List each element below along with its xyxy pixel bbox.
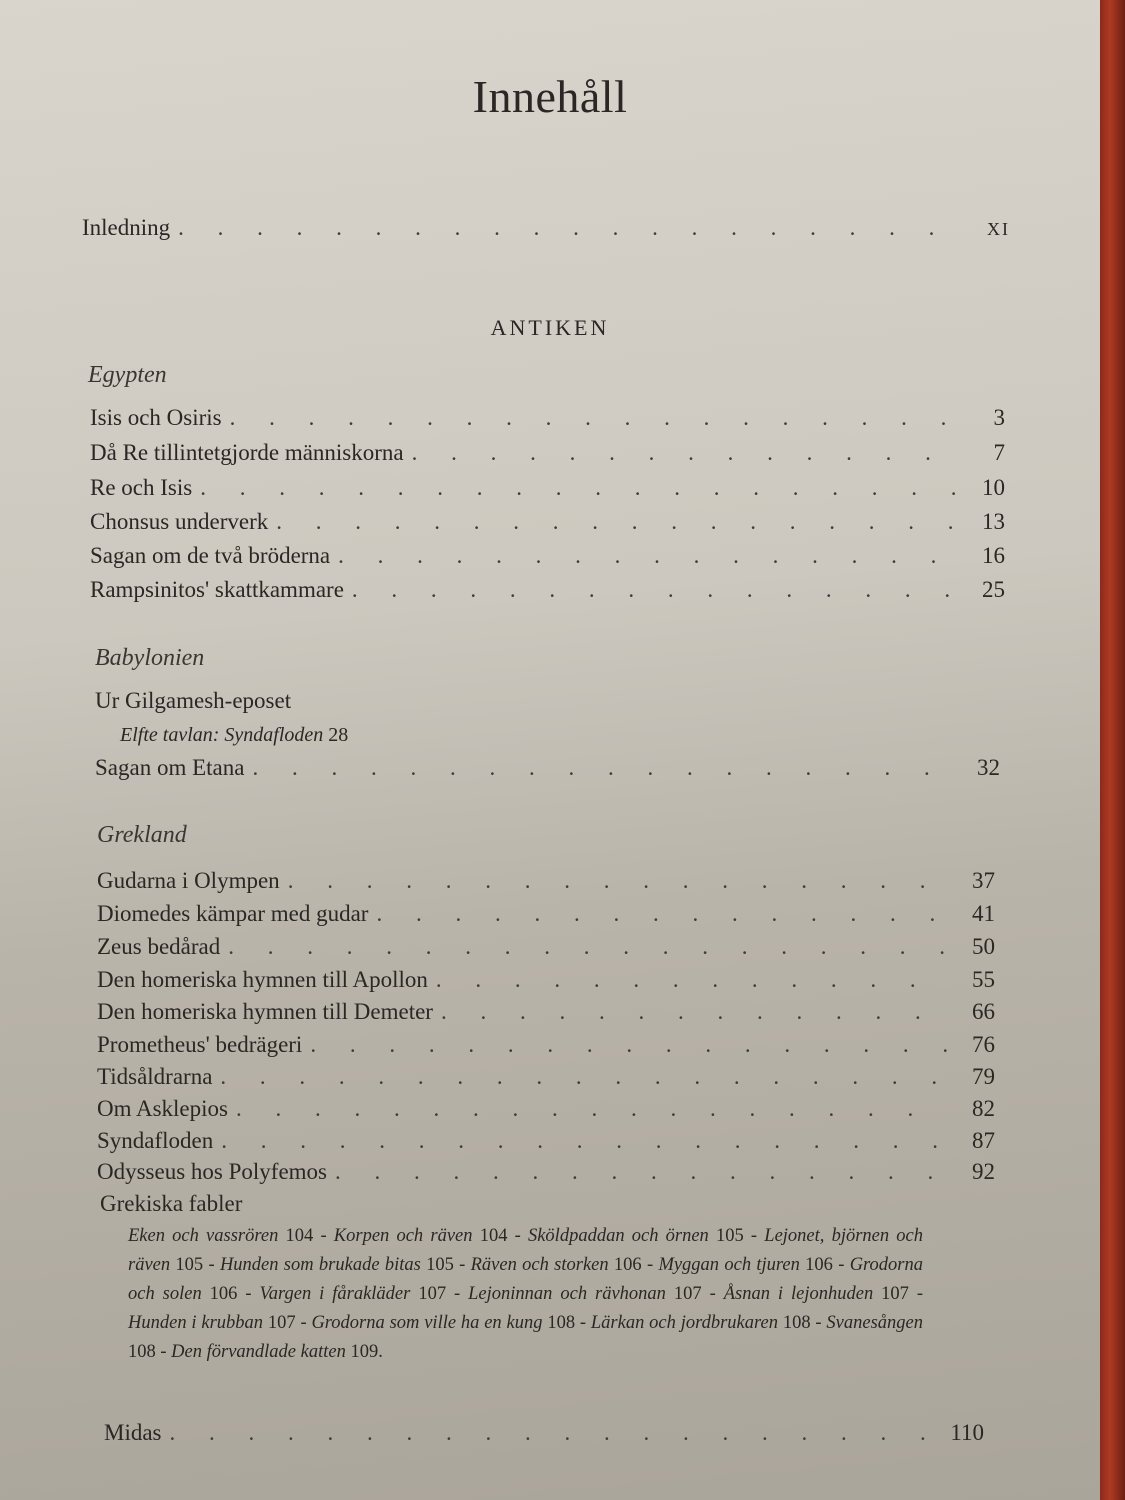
fable-title: Hunden som brukade bitas [219, 1255, 421, 1275]
toc-entry-page: 110 [950, 1420, 984, 1445]
toc-entry [97, 1096, 995, 1122]
toc-entry-label: Den homeriska hymnen till Demeter [97, 999, 433, 1024]
fable-item: Åsnan i lejonhuden 107 - [723, 1284, 924, 1304]
fable-page: 107 [418, 1284, 447, 1304]
fables-list [128, 1222, 923, 1367]
toc-entry-label: Midas [104, 1420, 162, 1445]
page-title: Innehåll [472, 71, 628, 122]
fable-item: Hunden som brukade bitas 105 - [219, 1255, 471, 1275]
toc-entry [90, 405, 1005, 431]
dot-leader [436, 967, 947, 993]
toc-subentry-title: Elfte tavlan: Syndafloden [120, 724, 324, 746]
dot-leader [441, 999, 947, 1025]
toc-entry-label: Om Asklepios [97, 1096, 228, 1121]
fable-title: Den förvandlade katten [171, 1342, 346, 1362]
toc-entry-page: 41 [972, 901, 995, 926]
toc-entry-gilgamesh [95, 688, 291, 714]
toc-entry [90, 577, 1005, 603]
toc-entry-label: Tidsåldrarna [97, 1064, 213, 1089]
fable-page: 105 [426, 1255, 454, 1275]
fable-title: Myggan och tjuren [658, 1255, 800, 1275]
fable-page: 104 [285, 1226, 314, 1246]
fable-item: Lejoninnan och rävhonan 107 - [468, 1284, 724, 1304]
dot-leader [376, 901, 947, 927]
toc-entry-label: Chonsus underverk [90, 509, 269, 534]
dot-leader [228, 934, 947, 960]
fable-item: Räven och storken 106 - [470, 1255, 659, 1275]
fable-title: Korpen och räven [333, 1226, 473, 1246]
toc-entry-label: Zeus bedårad [97, 934, 221, 959]
toc-entry-label: Grekiska fabler [100, 1191, 243, 1216]
fable-title: Räven och storken [470, 1255, 609, 1275]
toc-entry-label: Sagan om de två bröderna [90, 543, 331, 568]
toc-entry-label: Diomedes kämpar med gudar [97, 901, 369, 926]
dot-leader [288, 868, 947, 894]
toc-entry [104, 1420, 984, 1446]
fable-title: Åsnan i lejonhuden [723, 1284, 874, 1304]
toc-entry [97, 1064, 995, 1090]
toc-entry-label: Syndafloden [97, 1128, 214, 1153]
toc-entry-page: 37 [972, 868, 995, 893]
toc-entry-label: Re och Isis [90, 475, 193, 500]
dot-leader [170, 1420, 937, 1446]
dot-leader [220, 1064, 947, 1090]
fable-item: Sköldpaddan och örnen 105 - [527, 1226, 765, 1246]
fable-page: 108 [782, 1313, 811, 1333]
toc-entry-page: 10 [982, 475, 1005, 500]
toc-entry-label: Ur Gilgamesh-eposet [95, 688, 292, 713]
fable-page: 108 [128, 1342, 156, 1362]
toc-entry [90, 440, 1005, 466]
fable-title: Vargen i fårakläder [259, 1284, 411, 1304]
dot-leader [338, 543, 957, 569]
fable-title: Grodorna som ville ha en kung [311, 1313, 543, 1333]
toc-entry [97, 1128, 995, 1154]
toc-entry-page: 32 [977, 755, 1000, 780]
fable-page: 106 [613, 1255, 642, 1275]
toc-entry [90, 475, 1005, 501]
dot-leader [352, 577, 957, 603]
fable-page: 106 [805, 1255, 833, 1275]
toc-entry-page: 79 [972, 1064, 995, 1089]
fable-page: 104 [479, 1226, 508, 1246]
fable-item: Grodorna och solen 106 - [128, 1255, 924, 1304]
fable-item: Svanesången 108 - [128, 1313, 923, 1362]
group-heading-babylonien: Babylonien [95, 645, 205, 671]
toc-entry-label: Sagan om Etana [95, 755, 245, 780]
toc-entry [97, 999, 995, 1025]
fable-page: 107 [267, 1313, 296, 1333]
toc-entry [97, 1032, 995, 1058]
toc-entry-page: 76 [972, 1032, 995, 1057]
dot-leader [335, 1159, 947, 1185]
fable-title: Lejoninnan och rävhonan [468, 1284, 666, 1304]
toc-entry [97, 934, 995, 960]
toc-entry-label: Då Re tillintetgjorde människorna [90, 440, 404, 465]
toc-entry-intro [82, 215, 1010, 241]
fable-item: Hunden i krubban 107 - [128, 1313, 312, 1333]
toc-entry-page: 3 [993, 405, 1005, 430]
toc-entry-page: 13 [982, 509, 1005, 534]
toc-entry-label: Prometheus' bedrägeri [97, 1032, 303, 1057]
fable-page: 105 [175, 1255, 204, 1275]
toc-entry-page: 66 [972, 999, 995, 1024]
toc-entry-page: 25 [982, 577, 1005, 602]
fable-title: Sköldpaddan och örnen [527, 1226, 709, 1246]
section-heading: ANTIKEN [490, 315, 610, 340]
dot-leader [252, 755, 952, 781]
toc-entry-page: 7 [993, 440, 1005, 465]
toc-entry-label: Den homeriska hymnen till Apollon [97, 967, 428, 992]
toc-entry-label: Inledning [82, 215, 171, 240]
toc-entry-page: 87 [972, 1128, 995, 1153]
toc-entry [97, 967, 995, 993]
fable-page: 109 [350, 1342, 379, 1362]
toc-entry-page: 92 [972, 1159, 995, 1184]
fable-item: Lärkan och jordbrukaren 108 - [590, 1313, 827, 1333]
fable-item: Eken och vassrören 104 - [128, 1226, 334, 1246]
toc-entry-page: 82 [972, 1096, 995, 1121]
toc-entry [95, 755, 1000, 781]
group-heading-grekland: Grekland [97, 822, 187, 848]
toc-entry-page: XI [987, 219, 1010, 239]
fable-item: Den förvandlade katten 109. [171, 1342, 383, 1362]
dot-leader [236, 1096, 947, 1122]
toc-subentry-page: 28 [328, 724, 349, 746]
fable-page: 108 [547, 1313, 576, 1333]
toc-entry [97, 1159, 995, 1185]
dot-leader [276, 509, 957, 535]
toc-entry-page: 55 [972, 967, 995, 992]
toc-entry-label: Isis och Osiris [90, 405, 222, 430]
fable-title: Grodorna och solen [128, 1255, 924, 1304]
fable-page: 105 [716, 1226, 744, 1246]
dot-leader [178, 215, 962, 241]
toc-entry [97, 901, 995, 927]
dot-leader [412, 440, 957, 466]
toc-entry-label: Odysseus hos Polyfemos [97, 1159, 328, 1184]
toc-entry-fables [100, 1191, 242, 1217]
group-heading-egypten: Egypten [88, 362, 167, 388]
dot-leader [310, 1032, 947, 1058]
toc-entry-label: Rampsinitos' skattkammare [90, 577, 344, 602]
fable-page: 106 [209, 1284, 238, 1304]
fable-item: Vargen i fårakläder 107 - [259, 1284, 469, 1304]
fable-title: Eken och vassrören [128, 1226, 279, 1246]
toc-entry-page: 50 [972, 934, 995, 959]
toc-entry-page: 16 [982, 543, 1005, 568]
book-cover-edge [1100, 0, 1125, 1500]
toc-subentry [120, 724, 348, 747]
fable-page: 107 [673, 1284, 702, 1304]
toc-entry [97, 868, 995, 894]
toc-entry [90, 509, 1005, 535]
toc-entry-label: Gudarna i Olympen [97, 868, 280, 893]
fable-title: Hunden i krubban [128, 1313, 264, 1333]
dot-leader [200, 475, 957, 501]
fable-title: Lejonet, björnen och räven [128, 1226, 924, 1275]
dot-leader [230, 405, 957, 431]
fable-item: Grodorna som ville ha en kung 108 - [311, 1313, 591, 1333]
fable-page: 107 [881, 1284, 909, 1304]
dot-leader [221, 1128, 947, 1154]
fable-title: Lärkan och jordbrukaren [590, 1313, 778, 1333]
fable-title: Svanesången [826, 1313, 923, 1333]
fable-item: Lejonet, björnen och räven 105 - [128, 1226, 924, 1275]
fable-item: Myggan och tjuren 106 - [658, 1255, 850, 1275]
fable-item: Korpen och räven 104 - [333, 1226, 528, 1246]
toc-entry [90, 543, 1005, 569]
